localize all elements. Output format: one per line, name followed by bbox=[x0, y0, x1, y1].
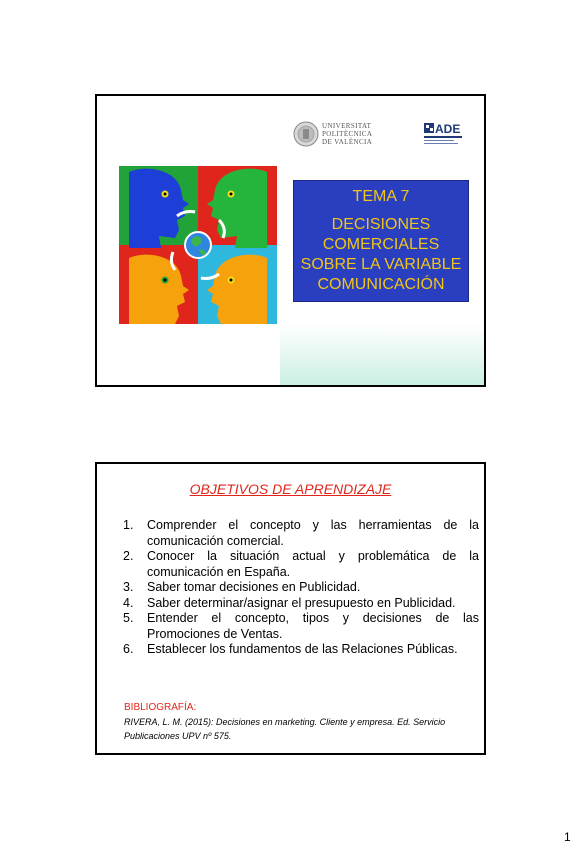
four-heads-globe-communication-icon bbox=[119, 166, 277, 324]
title-line: SOBRE LA VARIABLE bbox=[300, 256, 462, 273]
upv-logo-line: DE VALÈNCIA bbox=[322, 138, 373, 146]
objectives-heading: OBJETIVOS DE APRENDIZAJE bbox=[189, 481, 392, 497]
upv-logo-line: UNIVERSITAT bbox=[322, 122, 372, 130]
ade-logo bbox=[424, 122, 464, 146]
list-item bbox=[123, 596, 479, 612]
slide-background-gradient bbox=[280, 324, 486, 387]
list-item bbox=[123, 580, 479, 596]
item-text: Saber determinar/asignar el presupuesto en Publicidad. bbox=[147, 595, 456, 610]
upv-logo-line: POLITÈCNICA bbox=[322, 130, 373, 138]
list-item bbox=[123, 642, 479, 658]
item-number: 1. bbox=[123, 518, 134, 532]
list-item bbox=[123, 518, 479, 549]
item-number: 6. bbox=[123, 642, 134, 656]
list-item bbox=[123, 549, 479, 580]
item-text: Comprender el concepto y las herramientas de la comunicación comercial. bbox=[147, 518, 479, 548]
tema-number: TEMA 7 bbox=[352, 188, 410, 205]
item-number: 3. bbox=[123, 580, 134, 594]
ade-logo-text: ADE bbox=[435, 122, 461, 136]
objectives-slide bbox=[95, 462, 486, 755]
objectives-list bbox=[123, 518, 479, 658]
title-line: COMUNICACIÓN bbox=[317, 276, 445, 293]
item-number: 4. bbox=[123, 595, 134, 610]
item-number: 2. bbox=[123, 549, 134, 563]
item-text: Establecer los fundamentos de las Relaciones Públicas. bbox=[147, 642, 458, 656]
item-number: 5. bbox=[123, 611, 134, 625]
upv-seal-icon bbox=[293, 121, 319, 147]
title-slide bbox=[95, 94, 486, 387]
title-line: DECISIONES bbox=[331, 216, 431, 233]
page-number: 1 bbox=[564, 830, 571, 844]
slide-title-box bbox=[293, 180, 469, 302]
bibliography-label: BIBLIOGRAFÍA: bbox=[124, 702, 197, 713]
title-line: COMERCIALES bbox=[322, 236, 440, 253]
bibliography-text: RIVERA, L. M. (2015): Decisiones en marketing. Cliente y empresa. Ed. Servicio Publicaciones UPV nº 575. bbox=[124, 717, 446, 741]
item-text: Entender el concepto, tipos y decisiones de las Promociones de Ventas. bbox=[147, 611, 479, 641]
item-text: Saber tomar decisiones en Publicidad. bbox=[147, 580, 361, 594]
list-item bbox=[123, 611, 479, 642]
upv-logo bbox=[293, 120, 372, 148]
item-text: Conocer la situación actual y problemática de la comunicación en España. bbox=[147, 549, 479, 579]
